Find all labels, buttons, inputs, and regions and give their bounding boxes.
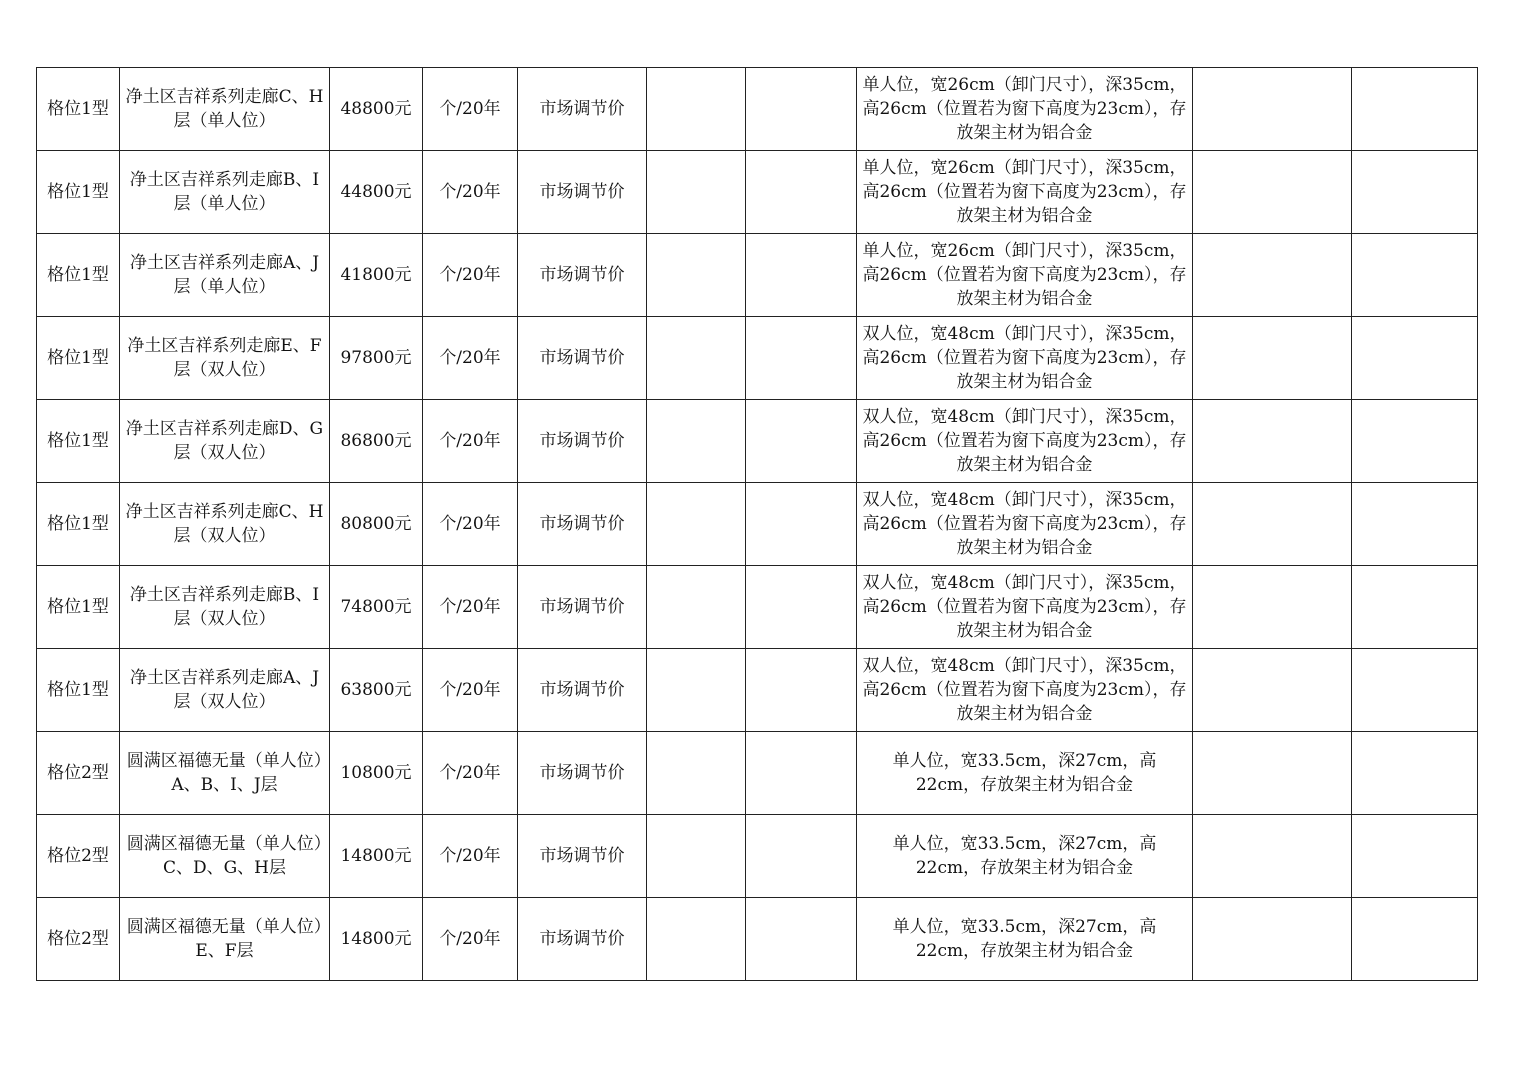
- spec-cell: 双人位，宽48cm（卸门尺寸），深35cm，高26cm（位置若为窗下高度为23cm），存放架主材为铝合金: [857, 566, 1193, 649]
- empty-cell: [1352, 400, 1478, 483]
- pricing-method-cell: 市场调节价: [518, 483, 647, 566]
- spec-cell: 双人位，宽48cm（卸门尺寸），深35cm，高26cm（位置若为窗下高度为23cm），存放架主材为铝合金: [857, 317, 1193, 400]
- pricing-method-cell: 市场调节价: [518, 566, 647, 649]
- unit-cell: 个/20年: [423, 317, 518, 400]
- empty-cell: [1193, 68, 1352, 151]
- price-cell: 44800元: [330, 151, 423, 234]
- empty-cell: [647, 317, 746, 400]
- empty-cell: [1352, 566, 1478, 649]
- empty-cell: [746, 483, 857, 566]
- empty-cell: [1352, 68, 1478, 151]
- spec-cell: 双人位，宽48cm（卸门尺寸），深35cm，高26cm（位置若为窗下高度为23cm），存放架主材为铝合金: [857, 483, 1193, 566]
- type-cell: 格位1型: [37, 649, 120, 732]
- pricing-method-cell: 市场调节价: [518, 68, 647, 151]
- empty-cell: [1193, 483, 1352, 566]
- type-cell: 格位1型: [37, 483, 120, 566]
- empty-cell: [746, 317, 857, 400]
- pricing-method-cell: 市场调节价: [518, 649, 647, 732]
- empty-cell: [746, 151, 857, 234]
- empty-cell: [1193, 317, 1352, 400]
- type-cell: 格位1型: [37, 234, 120, 317]
- name-cell: 净土区吉祥系列走廊E、F层（双人位）: [120, 317, 330, 400]
- empty-cell: [746, 649, 857, 732]
- empty-cell: [1193, 815, 1352, 898]
- empty-cell: [1352, 483, 1478, 566]
- name-cell: 净土区吉祥系列走廊A、J层（单人位）: [120, 234, 330, 317]
- type-cell: 格位1型: [37, 566, 120, 649]
- name-cell: 圆满区福德无量（单人位）A、B、I、J层: [120, 732, 330, 815]
- table-row: [37, 483, 1478, 566]
- empty-cell: [1352, 317, 1478, 400]
- empty-cell: [1352, 234, 1478, 317]
- table-row: [37, 317, 1478, 400]
- empty-cell: [647, 400, 746, 483]
- pricing-method-cell: 市场调节价: [518, 317, 647, 400]
- spec-cell: 单人位，宽33.5cm，深27cm，高22cm，存放架主材为铝合金: [857, 732, 1193, 815]
- pricing-method-cell: 市场调节价: [518, 234, 647, 317]
- table-row: [37, 815, 1478, 898]
- price-cell: 14800元: [330, 815, 423, 898]
- pricing-method-cell: 市场调节价: [518, 400, 647, 483]
- type-cell: 格位1型: [37, 400, 120, 483]
- unit-cell: 个/20年: [423, 898, 518, 981]
- pricing-method-cell: 市场调节价: [518, 732, 647, 815]
- unit-cell: 个/20年: [423, 732, 518, 815]
- table-row: [37, 151, 1478, 234]
- type-cell: 格位1型: [37, 317, 120, 400]
- spec-cell: 双人位，宽48cm（卸门尺寸），深35cm，高26cm（位置若为窗下高度为23cm），存放架主材为铝合金: [857, 649, 1193, 732]
- empty-cell: [1352, 649, 1478, 732]
- unit-cell: 个/20年: [423, 234, 518, 317]
- price-table: [36, 67, 1478, 981]
- empty-cell: [647, 732, 746, 815]
- spec-cell: 单人位，宽33.5cm，深27cm，高22cm，存放架主材为铝合金: [857, 815, 1193, 898]
- empty-cell: [746, 400, 857, 483]
- pricing-method-cell: 市场调节价: [518, 151, 647, 234]
- empty-cell: [647, 234, 746, 317]
- empty-cell: [746, 234, 857, 317]
- empty-cell: [647, 68, 746, 151]
- empty-cell: [1193, 400, 1352, 483]
- table-row: [37, 234, 1478, 317]
- table-row: [37, 649, 1478, 732]
- empty-cell: [647, 566, 746, 649]
- empty-cell: [746, 815, 857, 898]
- empty-cell: [1193, 234, 1352, 317]
- empty-cell: [647, 898, 746, 981]
- type-cell: 格位2型: [37, 732, 120, 815]
- name-cell: 净土区吉祥系列走廊B、I层（单人位）: [120, 151, 330, 234]
- type-cell: 格位1型: [37, 68, 120, 151]
- pricing-method-cell: 市场调节价: [518, 898, 647, 981]
- unit-cell: 个/20年: [423, 815, 518, 898]
- name-cell: 净土区吉祥系列走廊C、H层（单人位）: [120, 68, 330, 151]
- price-cell: 14800元: [330, 898, 423, 981]
- name-cell: 净土区吉祥系列走廊D、G层（双人位）: [120, 400, 330, 483]
- empty-cell: [746, 732, 857, 815]
- empty-cell: [1352, 898, 1478, 981]
- name-cell: 净土区吉祥系列走廊B、I层（双人位）: [120, 566, 330, 649]
- empty-cell: [647, 151, 746, 234]
- table-row: [37, 732, 1478, 815]
- name-cell: 净土区吉祥系列走廊C、H层（双人位）: [120, 483, 330, 566]
- price-cell: 63800元: [330, 649, 423, 732]
- price-cell: 41800元: [330, 234, 423, 317]
- empty-cell: [647, 815, 746, 898]
- type-cell: 格位2型: [37, 815, 120, 898]
- price-cell: 86800元: [330, 400, 423, 483]
- empty-cell: [1352, 815, 1478, 898]
- empty-cell: [1193, 898, 1352, 981]
- name-cell: 圆满区福德无量（单人位）E、F层: [120, 898, 330, 981]
- empty-cell: [746, 566, 857, 649]
- type-cell: 格位1型: [37, 151, 120, 234]
- empty-cell: [647, 483, 746, 566]
- empty-cell: [1193, 151, 1352, 234]
- empty-cell: [1352, 151, 1478, 234]
- spec-cell: 单人位，宽33.5cm，深27cm，高22cm，存放架主材为铝合金: [857, 898, 1193, 981]
- price-cell: 80800元: [330, 483, 423, 566]
- unit-cell: 个/20年: [423, 566, 518, 649]
- unit-cell: 个/20年: [423, 483, 518, 566]
- empty-cell: [746, 68, 857, 151]
- unit-cell: 个/20年: [423, 151, 518, 234]
- price-cell: 10800元: [330, 732, 423, 815]
- empty-cell: [1193, 566, 1352, 649]
- empty-cell: [1193, 732, 1352, 815]
- table-row: [37, 400, 1478, 483]
- spec-cell: 双人位，宽48cm（卸门尺寸），深35cm，高26cm（位置若为窗下高度为23cm），存放架主材为铝合金: [857, 400, 1193, 483]
- unit-cell: 个/20年: [423, 400, 518, 483]
- table-row: [37, 566, 1478, 649]
- spec-cell: 单人位，宽26cm（卸门尺寸），深35cm，高26cm（位置若为窗下高度为23cm），存放架主材为铝合金: [857, 234, 1193, 317]
- spec-cell: 单人位，宽26cm（卸门尺寸），深35cm，高26cm（位置若为窗下高度为23cm），存放架主材为铝合金: [857, 151, 1193, 234]
- empty-cell: [647, 649, 746, 732]
- spec-cell: 单人位，宽26cm（卸门尺寸），深35cm，高26cm（位置若为窗下高度为23cm），存放架主材为铝合金: [857, 68, 1193, 151]
- empty-cell: [746, 898, 857, 981]
- table-row: [37, 68, 1478, 151]
- unit-cell: 个/20年: [423, 649, 518, 732]
- unit-cell: 个/20年: [423, 68, 518, 151]
- name-cell: 圆满区福德无量（单人位）C、D、G、H层: [120, 815, 330, 898]
- table-body: [37, 68, 1478, 981]
- price-cell: 97800元: [330, 317, 423, 400]
- table-row: [37, 898, 1478, 981]
- empty-cell: [1193, 649, 1352, 732]
- price-cell: 48800元: [330, 68, 423, 151]
- price-cell: 74800元: [330, 566, 423, 649]
- pricing-method-cell: 市场调节价: [518, 815, 647, 898]
- type-cell: 格位2型: [37, 898, 120, 981]
- name-cell: 净土区吉祥系列走廊A、J层（双人位）: [120, 649, 330, 732]
- empty-cell: [1352, 732, 1478, 815]
